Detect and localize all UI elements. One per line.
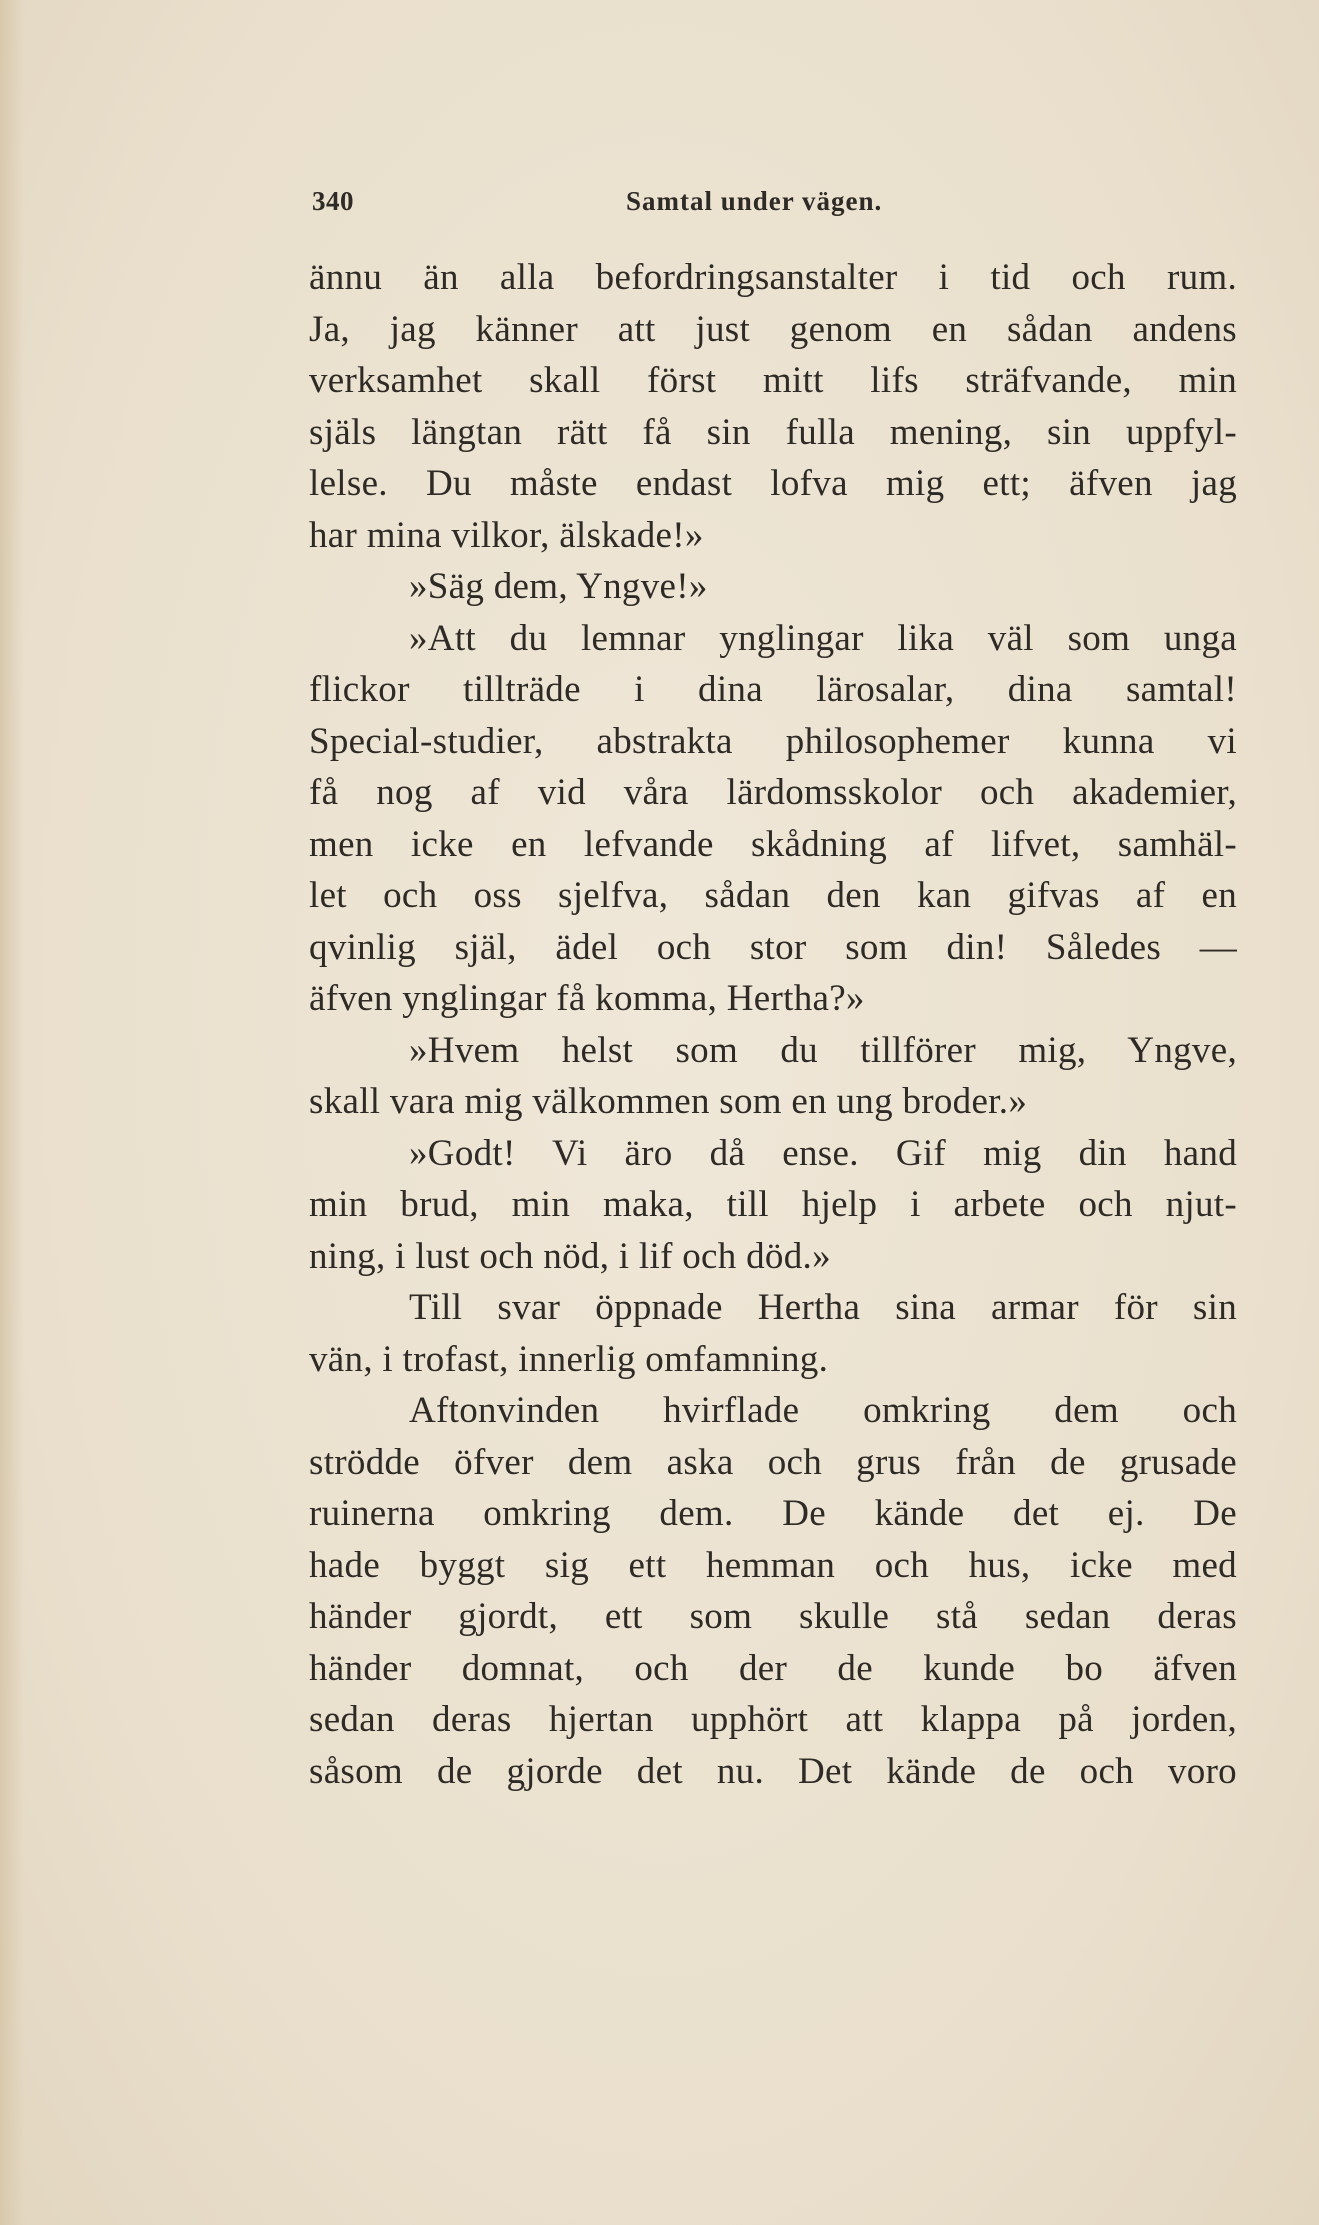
text-line: »Godt! Vi äro då ense. Gif mig din hand	[409, 1132, 1237, 1174]
page-header	[312, 186, 1237, 226]
text-line: Till svar öppnade Hertha sina armar för sin	[409, 1287, 1237, 1328]
text-line: let och oss sjelfva, sådan den kan gifvas af en	[309, 875, 1237, 916]
text-line: verksamhet skall först mitt lifs sträfvande, min	[309, 360, 1237, 401]
text-line: såsom de gjorde det nu. Det kände de och voro	[309, 1750, 1237, 1792]
text-line: »Att du lemnar ynglingar lika väl som unga	[409, 617, 1237, 659]
text-line: Special-studier, abstrakta philosophemer kunna vi	[309, 720, 1237, 762]
body-text	[309, 252, 1237, 1797]
text-line: få nog af vid våra lärdomsskolor och akademier,	[309, 772, 1237, 813]
page-number: 340	[312, 186, 354, 216]
text-line: händer domnat, och der de kunde bo äfven	[309, 1647, 1237, 1689]
text-line: lelse. Du måste endast lofva mig ett; äfven jag	[309, 463, 1237, 504]
text-line: Aftonvinden hvirflade omkring dem och	[409, 1390, 1237, 1431]
text-line: Ja, jag känner att just genom en sådan andens	[309, 308, 1237, 350]
text-line: min brud, min maka, till hjelp i arbete och njut-	[309, 1184, 1237, 1225]
page-edge-shadow	[0, 0, 24, 2225]
text-line: »Hvem helst som du tillförer mig, Yngve,	[409, 1029, 1237, 1071]
text-line: »Säg dem, Yngve!»	[409, 566, 708, 607]
text-line: ruinerna omkring dem. De kände det ej. De	[309, 1493, 1237, 1534]
text-line: äfven ynglingar få komma, Hertha?»	[309, 978, 865, 1019]
text-line: sedan deras hjertan upphört att klappa på jorden,	[309, 1699, 1237, 1740]
text-line: strödde öfver dem aska och grus från de grusade	[309, 1441, 1237, 1483]
text-line: vän, i trofast, innerlig omfamning.	[309, 1338, 829, 1380]
text-line: men icke en lefvande skådning af lifvet, samhäl-	[309, 823, 1237, 865]
text-line: skall vara mig välkommen som en ung broder.»	[309, 1081, 1028, 1122]
text-line: ning, i lust och nöd, i lif och död.»	[309, 1235, 831, 1277]
text-line: händer gjordt, ett som skulle stå sedan deras	[309, 1596, 1237, 1637]
text-line: hade byggt sig ett hemman och hus, icke med	[309, 1544, 1237, 1586]
running-title: Samtal under vägen.	[626, 186, 883, 216]
text-line: har mina vilkor, älskade!»	[309, 514, 704, 556]
text-line: själs längtan rätt få sin fulla mening, sin uppfyl-	[309, 411, 1237, 453]
text-line: flickor tillträde i dina lärosalar, dina samtal!	[309, 669, 1237, 710]
text-line: qvinlig själ, ädel och stor som din! Således —	[309, 926, 1237, 968]
text-line: ännu än alla befordringsanstalter i tid och rum.	[309, 257, 1237, 298]
